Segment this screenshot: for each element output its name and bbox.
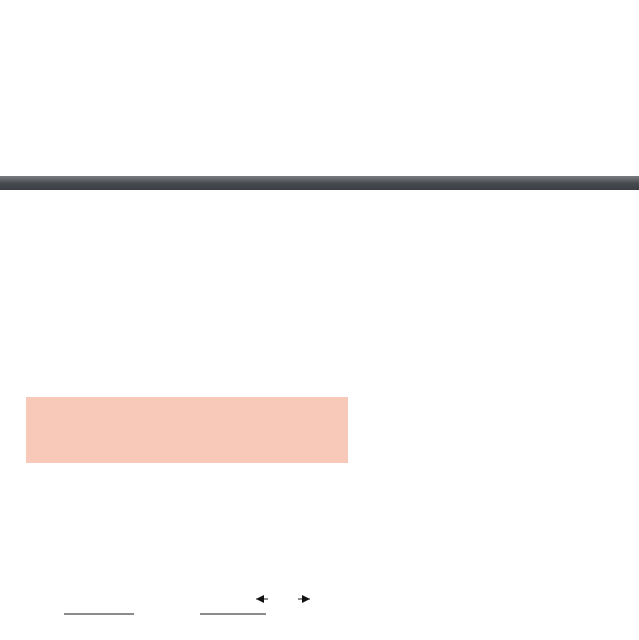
scale-bar-small — [256, 595, 310, 603]
highlighted-row — [26, 397, 348, 463]
